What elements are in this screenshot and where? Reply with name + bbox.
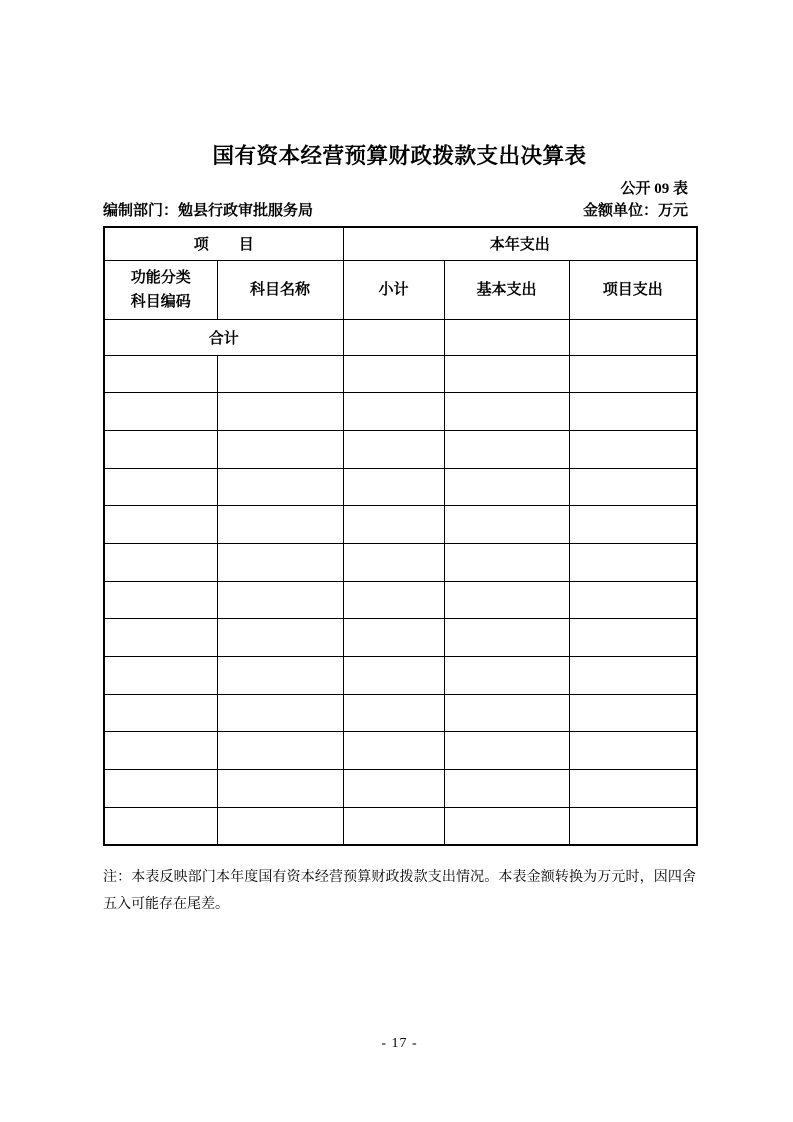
table-empty-row xyxy=(104,506,697,544)
total-project-expenditure-cell xyxy=(569,319,697,355)
table-empty-row xyxy=(104,732,697,770)
table-empty-row xyxy=(104,807,697,845)
table-empty-cell xyxy=(343,468,444,506)
table-empty-cell xyxy=(444,732,569,770)
table-empty-cell xyxy=(217,393,343,431)
table-empty-cell xyxy=(569,807,697,845)
header-project-expenditure: 项目支出 xyxy=(569,260,697,319)
table-empty-cell xyxy=(444,506,569,544)
table-empty-cell xyxy=(444,770,569,808)
table-empty-cell xyxy=(569,732,697,770)
table-empty-cell xyxy=(217,732,343,770)
expenditure-table xyxy=(103,226,698,846)
table-empty-cell xyxy=(343,543,444,581)
table-empty-cell xyxy=(444,694,569,732)
table-body xyxy=(104,227,697,845)
table-empty-cell xyxy=(217,770,343,808)
table-header-row-2 xyxy=(104,260,697,319)
table-empty-cell xyxy=(217,807,343,845)
table-empty-cell xyxy=(444,393,569,431)
table-empty-cell xyxy=(343,355,444,393)
table-empty-cell xyxy=(104,770,217,808)
table-empty-cell xyxy=(569,770,697,808)
table-empty-cell xyxy=(343,657,444,695)
table-empty-cell xyxy=(569,468,697,506)
table-empty-cell xyxy=(217,506,343,544)
table-empty-cell xyxy=(104,393,217,431)
table-empty-cell xyxy=(217,543,343,581)
total-subtotal-cell xyxy=(343,319,444,355)
header-func-code-line1: 功能分类 xyxy=(130,269,191,286)
table-empty-cell xyxy=(569,657,697,695)
amount-unit-label: 金额单位：万元 xyxy=(582,203,688,219)
header-functional-classification-code xyxy=(104,260,217,319)
table-empty-cell xyxy=(569,619,697,657)
table-total-row xyxy=(104,319,697,355)
table-empty-cell xyxy=(104,657,217,695)
table-empty-cell xyxy=(444,619,569,657)
table-empty-row xyxy=(104,770,697,808)
table-empty-cell xyxy=(569,581,697,619)
header-func-code-line2: 科目编码 xyxy=(130,293,191,310)
table-empty-cell xyxy=(217,619,343,657)
table-empty-cell xyxy=(217,694,343,732)
content-area xyxy=(103,0,696,1122)
table-empty-cell xyxy=(104,506,217,544)
table-empty-row xyxy=(104,430,697,468)
table-empty-row xyxy=(104,468,697,506)
table-empty-cell xyxy=(104,732,217,770)
meta-row xyxy=(103,201,696,221)
header-project: 项 目 xyxy=(104,227,343,260)
table-empty-cell xyxy=(104,543,217,581)
table-empty-row xyxy=(104,619,697,657)
table-empty-cell xyxy=(569,355,697,393)
table-empty-cell xyxy=(444,657,569,695)
table-empty-cell xyxy=(444,355,569,393)
table-empty-cell xyxy=(343,732,444,770)
table-empty-cell xyxy=(569,393,697,431)
table-empty-cell xyxy=(217,581,343,619)
header-current-year-expenditure: 本年支出 xyxy=(343,227,697,260)
table-empty-cell xyxy=(569,694,697,732)
table-empty-cell xyxy=(444,468,569,506)
table-empty-cell xyxy=(569,430,697,468)
table-empty-cell xyxy=(217,355,343,393)
page-title: 国有资本经营预算财政拨款支出决算表 xyxy=(212,144,587,168)
table-empty-cell xyxy=(569,506,697,544)
table-empty-cell xyxy=(444,807,569,845)
table-empty-row xyxy=(104,355,697,393)
header-basic-expenditure: 基本支出 xyxy=(444,260,569,319)
header-subject-name: 科目名称 xyxy=(217,260,343,319)
table-empty-cell xyxy=(343,506,444,544)
table-empty-cell xyxy=(343,430,444,468)
table-empty-cell xyxy=(343,770,444,808)
table-code-label: 公开 09 表 xyxy=(620,181,688,197)
footnote-text: 注：本表反映部门本年度国有资本经营预算财政拨款支出情况。本表金额转换为万元时，因四舍五入可能存在尾差。 xyxy=(103,870,696,912)
table-empty-row xyxy=(104,657,697,695)
table-empty-cell xyxy=(104,430,217,468)
table-empty-cell xyxy=(444,543,569,581)
table-empty-row xyxy=(104,393,697,431)
table-empty-cell xyxy=(343,694,444,732)
table-empty-cell xyxy=(343,619,444,657)
table-header-row-1 xyxy=(104,227,697,260)
prepared-by-label: 编制部门：勉县行政审批服务局 xyxy=(103,203,314,219)
table-empty-cell xyxy=(343,393,444,431)
header-subtotal: 小计 xyxy=(343,260,444,319)
table-empty-cell xyxy=(444,581,569,619)
table-empty-cell xyxy=(217,468,343,506)
table-empty-cell xyxy=(343,581,444,619)
table-empty-row xyxy=(104,543,697,581)
page-number: - 17 - xyxy=(381,1036,418,1051)
total-basic-expenditure-cell xyxy=(444,319,569,355)
table-empty-cell xyxy=(217,430,343,468)
table-empty-cell xyxy=(104,694,217,732)
table-empty-cell xyxy=(569,543,697,581)
table-empty-cell xyxy=(104,468,217,506)
table-empty-cell xyxy=(104,807,217,845)
total-row-label: 合计 xyxy=(104,319,343,355)
table-empty-cell xyxy=(343,807,444,845)
table-empty-cell xyxy=(104,619,217,657)
table-empty-cell xyxy=(104,355,217,393)
table-empty-row xyxy=(104,694,697,732)
table-empty-cell xyxy=(104,581,217,619)
table-empty-cell xyxy=(444,430,569,468)
table-empty-cell xyxy=(217,657,343,695)
table-empty-row xyxy=(104,581,697,619)
